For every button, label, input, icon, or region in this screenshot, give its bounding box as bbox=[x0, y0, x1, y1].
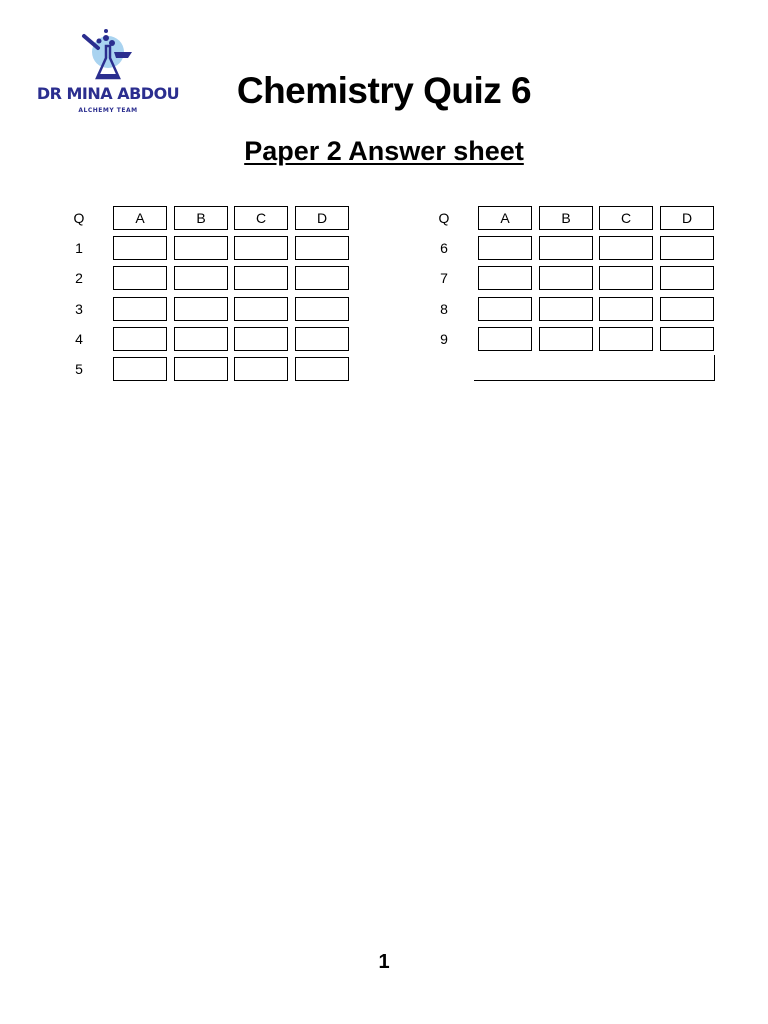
option-header-d: D bbox=[295, 206, 349, 230]
answer-box-c[interactable] bbox=[599, 327, 653, 351]
option-header-d: D bbox=[660, 206, 714, 230]
option-header-a: A bbox=[478, 206, 532, 230]
answer-box-a[interactable] bbox=[478, 236, 532, 260]
option-header-a: A bbox=[113, 206, 167, 230]
answer-box-c[interactable] bbox=[599, 236, 653, 260]
answer-box-c[interactable] bbox=[599, 266, 653, 290]
answer-box-d[interactable] bbox=[660, 236, 714, 260]
question-number: 6 bbox=[440, 240, 448, 257]
page-subtitle: Paper 2 Answer sheet bbox=[244, 136, 524, 166]
question-number: 5 bbox=[75, 360, 83, 377]
logo-name: DR MINA ABDOU bbox=[36, 84, 180, 103]
answer-box-c[interactable] bbox=[234, 327, 288, 351]
answer-box-a[interactable] bbox=[113, 297, 167, 321]
option-header-c: C bbox=[599, 206, 653, 230]
answer-box-a[interactable] bbox=[113, 266, 167, 290]
option-header-b: B bbox=[174, 206, 228, 230]
answer-box-a[interactable] bbox=[478, 266, 532, 290]
answer-box-d[interactable] bbox=[295, 236, 349, 260]
question-number: 3 bbox=[75, 300, 83, 317]
answer-box-b[interactable] bbox=[174, 266, 228, 290]
answer-box-b[interactable] bbox=[539, 327, 593, 351]
answer-box-d[interactable] bbox=[660, 327, 714, 351]
question-number: 9 bbox=[440, 330, 448, 347]
empty-table-row-border bbox=[474, 355, 715, 381]
answer-box-d[interactable] bbox=[295, 297, 349, 321]
answer-box-c[interactable] bbox=[234, 357, 288, 381]
answer-box-c[interactable] bbox=[234, 297, 288, 321]
option-header-b: B bbox=[539, 206, 593, 230]
answer-box-a[interactable] bbox=[113, 327, 167, 351]
answer-box-b[interactable] bbox=[539, 266, 593, 290]
answer-box-d[interactable] bbox=[295, 357, 349, 381]
answer-box-b[interactable] bbox=[539, 297, 593, 321]
answer-box-a[interactable] bbox=[113, 236, 167, 260]
page-title: Chemistry Quiz 6 bbox=[236, 70, 532, 111]
answer-box-b[interactable] bbox=[174, 236, 228, 260]
answer-box-a[interactable] bbox=[478, 327, 532, 351]
question-number: 2 bbox=[75, 270, 83, 287]
answer-box-b[interactable] bbox=[174, 297, 228, 321]
answer-box-d[interactable] bbox=[295, 327, 349, 351]
option-header-c: C bbox=[234, 206, 288, 230]
page-number: 1 bbox=[378, 951, 390, 973]
q-header: Q bbox=[73, 210, 85, 226]
answer-box-d[interactable] bbox=[295, 266, 349, 290]
answer-box-a[interactable] bbox=[478, 297, 532, 321]
answer-box-d[interactable] bbox=[660, 266, 714, 290]
question-number: 8 bbox=[440, 300, 448, 317]
answer-box-c[interactable] bbox=[234, 236, 288, 260]
answer-box-b[interactable] bbox=[539, 236, 593, 260]
answer-box-c[interactable] bbox=[599, 297, 653, 321]
answer-box-b[interactable] bbox=[174, 357, 228, 381]
question-number: 7 bbox=[440, 270, 448, 287]
answer-box-a[interactable] bbox=[113, 357, 167, 381]
question-number: 1 bbox=[75, 240, 83, 257]
q-header: Q bbox=[438, 210, 450, 226]
answer-box-b[interactable] bbox=[174, 327, 228, 351]
logo-team: ALCHEMY TEAM bbox=[78, 107, 138, 114]
question-number: 4 bbox=[75, 330, 83, 347]
answer-box-d[interactable] bbox=[660, 297, 714, 321]
answer-box-c[interactable] bbox=[234, 266, 288, 290]
